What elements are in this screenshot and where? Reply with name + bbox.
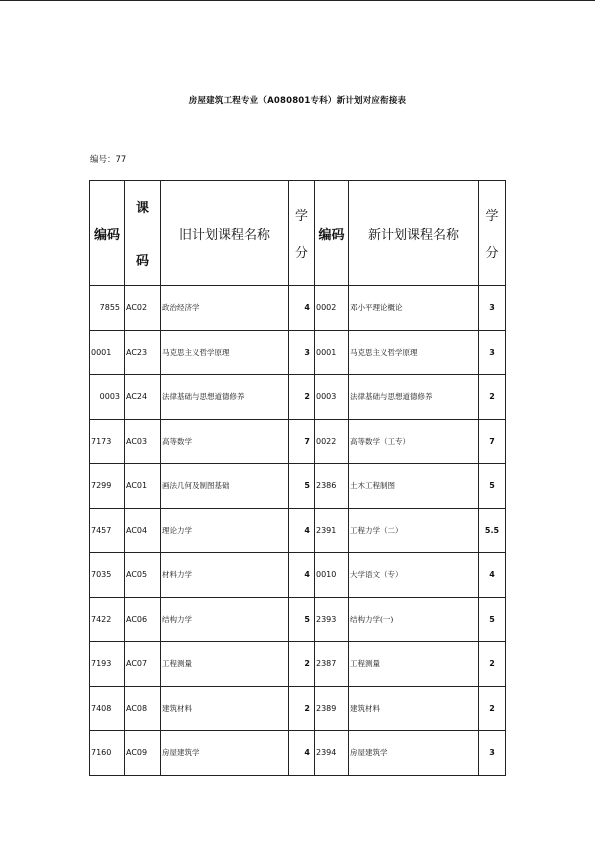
old-code-cell: 7035 — [90, 553, 125, 598]
table-row — [90, 330, 506, 375]
old-course-name-cell: 房屋建筑学 — [161, 731, 289, 776]
header-old-credit — [289, 181, 315, 286]
old-code-cell: 7193 — [90, 642, 125, 687]
course-mapping-table — [89, 180, 506, 776]
new-course-name-cell: 法律基础与思想道德修养 — [349, 375, 479, 420]
old-course-name-cell: 理论力学 — [161, 508, 289, 553]
header-new-credit — [479, 181, 506, 286]
old-code-cell: 0003 — [90, 375, 125, 420]
header-course-code-line2: 码 — [135, 254, 149, 269]
document-number: 编号：77 — [90, 155, 127, 165]
course-code-cell: AC09 — [125, 731, 161, 776]
new-course-name-cell: 邓小平理论概论 — [349, 286, 479, 331]
course-code-cell: AC02 — [125, 286, 161, 331]
old-course-name-cell: 政治经济学 — [161, 286, 289, 331]
header-old-name: 旧计划课程名称 — [161, 181, 289, 286]
course-code-cell: AC01 — [125, 464, 161, 509]
table-row — [90, 508, 506, 553]
new-course-name-cell: 房屋建筑学 — [349, 731, 479, 776]
new-course-name-cell: 大学语文（专） — [349, 553, 479, 598]
old-course-name-cell: 材料力学 — [161, 553, 289, 598]
table-row — [90, 597, 506, 642]
new-credit-cell: 5 — [479, 464, 506, 509]
table-row — [90, 731, 506, 776]
top-border-line — [0, 0, 595, 1]
course-code-cell: AC07 — [125, 642, 161, 687]
header-new-credit-line1: 学 — [485, 209, 499, 224]
new-code-cell: 0003 — [315, 375, 349, 420]
new-course-name-cell: 土木工程制图 — [349, 464, 479, 509]
table-row — [90, 686, 506, 731]
old-credit-cell: 7 — [289, 419, 315, 464]
old-credit-cell: 4 — [289, 553, 315, 598]
new-code-cell: 2394 — [315, 731, 349, 776]
old-course-name-cell: 画法几何及制图基础 — [161, 464, 289, 509]
header-new-code: 编码 — [315, 181, 349, 286]
document-title: 房屋建筑工程专业（A080801专科）新计划对应衔接表 — [188, 96, 407, 106]
new-credit-cell: 2 — [479, 642, 506, 687]
old-code-cell: 7855 — [90, 286, 125, 331]
table-row — [90, 286, 506, 331]
course-code-cell: AC03 — [125, 419, 161, 464]
course-code-cell: AC24 — [125, 375, 161, 420]
course-code-cell: AC23 — [125, 330, 161, 375]
new-credit-cell: 3 — [479, 286, 506, 331]
old-credit-cell: 4 — [289, 508, 315, 553]
old-course-name-cell: 工程测量 — [161, 642, 289, 687]
old-code-cell: 7457 — [90, 508, 125, 553]
old-course-name-cell: 高等数学 — [161, 419, 289, 464]
table-row — [90, 375, 506, 420]
header-new-credit-line2: 分 — [485, 246, 499, 261]
old-code-cell: 7299 — [90, 464, 125, 509]
old-credit-cell: 4 — [289, 286, 315, 331]
new-course-name-cell: 建筑材料 — [349, 686, 479, 731]
new-code-cell: 2386 — [315, 464, 349, 509]
old-code-cell: 0001 — [90, 330, 125, 375]
new-code-cell: 2389 — [315, 686, 349, 731]
new-credit-cell: 3 — [479, 731, 506, 776]
header-old-credit-line2: 分 — [294, 246, 308, 261]
old-course-name-cell: 结构力学 — [161, 597, 289, 642]
header-course-code-line1: 课 — [135, 201, 149, 216]
new-code-cell: 2393 — [315, 597, 349, 642]
new-code-cell: 0001 — [315, 330, 349, 375]
old-credit-cell: 4 — [289, 731, 315, 776]
new-code-cell: 0002 — [315, 286, 349, 331]
new-credit-cell: 5.5 — [479, 508, 506, 553]
new-credit-cell: 5 — [479, 597, 506, 642]
header-row — [90, 181, 506, 286]
new-course-name-cell: 工程力学（二） — [349, 508, 479, 553]
old-code-cell: 7160 — [90, 731, 125, 776]
new-credit-cell: 2 — [479, 375, 506, 420]
old-credit-cell: 2 — [289, 642, 315, 687]
table-row — [90, 419, 506, 464]
old-code-cell: 7422 — [90, 597, 125, 642]
old-credit-cell: 5 — [289, 597, 315, 642]
old-course-name-cell: 建筑材料 — [161, 686, 289, 731]
new-credit-cell: 3 — [479, 330, 506, 375]
new-code-cell: 2387 — [315, 642, 349, 687]
header-old-credit-line1: 学 — [294, 209, 308, 224]
old-course-name-cell: 马克思主义哲学原理 — [161, 330, 289, 375]
new-course-name-cell: 马克思主义哲学原理 — [349, 330, 479, 375]
course-code-cell: AC08 — [125, 686, 161, 731]
old-credit-cell: 2 — [289, 375, 315, 420]
new-credit-cell: 7 — [479, 419, 506, 464]
header-new-name: 新计划课程名称 — [349, 181, 479, 286]
header-course-code — [125, 181, 161, 286]
old-course-name-cell: 法律基础与思想道德修养 — [161, 375, 289, 420]
table-row — [90, 464, 506, 509]
new-credit-cell: 4 — [479, 553, 506, 598]
new-course-name-cell: 高等数学（工专） — [349, 419, 479, 464]
old-code-cell: 7408 — [90, 686, 125, 731]
course-code-cell: AC06 — [125, 597, 161, 642]
new-course-name-cell: 工程测量 — [349, 642, 479, 687]
new-course-name-cell: 结构力学(一) — [349, 597, 479, 642]
new-code-cell: 0010 — [315, 553, 349, 598]
table-row — [90, 553, 506, 598]
table-row — [90, 642, 506, 687]
old-credit-cell: 2 — [289, 686, 315, 731]
course-code-cell: AC04 — [125, 508, 161, 553]
old-credit-cell: 5 — [289, 464, 315, 509]
new-code-cell: 0022 — [315, 419, 349, 464]
new-code-cell: 2391 — [315, 508, 349, 553]
new-credit-cell: 2 — [479, 686, 506, 731]
old-credit-cell: 3 — [289, 330, 315, 375]
old-code-cell: 7173 — [90, 419, 125, 464]
header-old-code: 编码 — [90, 181, 125, 286]
course-code-cell: AC05 — [125, 553, 161, 598]
